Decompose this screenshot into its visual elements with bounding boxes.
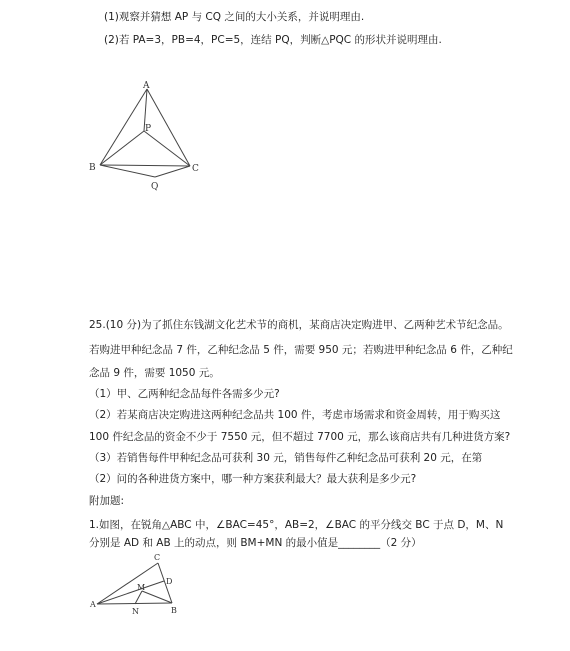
segment-cp bbox=[144, 131, 190, 166]
label-c: C bbox=[192, 164, 199, 174]
label-b: B bbox=[89, 163, 96, 173]
label-q: Q bbox=[151, 182, 159, 192]
q25-line3: 念品 9 件，需要 1050 元。 bbox=[89, 367, 220, 379]
q25-line7: （3）若销售每件甲种纪念品可获利 30 元，销售每件乙种纪念品可获利 20 元，在第 bbox=[89, 452, 483, 464]
label-b: B bbox=[171, 606, 177, 615]
q24-part1: (1)观察并猜想 AP 与 CQ 之间的大小关系，并说明理由. bbox=[104, 11, 365, 23]
q25-line8: （2）问的各种进货方案中，哪一种方案获利最大？最大获利是多少元? bbox=[89, 473, 417, 485]
segment-ac bbox=[97, 563, 158, 604]
segment-bp bbox=[100, 131, 144, 165]
label-m: M bbox=[137, 583, 146, 592]
q25-line1: 25.(10 分)为了抓住东钱湖文化艺术节的商机，某商店决定购进甲、乙两种艺术节纪念品。 bbox=[89, 319, 509, 331]
segment-ab bbox=[97, 603, 172, 604]
q24-part2: (2)若 PA=3，PB=4，PC=5，连结 PQ，判断△PQC 的形状并说明理由. bbox=[104, 34, 442, 46]
segment-mn bbox=[135, 591, 142, 604]
segment-ad bbox=[97, 581, 164, 604]
label-c: C bbox=[154, 553, 161, 562]
bonus-figure bbox=[88, 550, 188, 620]
q25-line2: 若购进甲种纪念品 7 件，乙种纪念品 5 件，需要 950 元；若购进甲种纪念品 6 件，乙种纪 bbox=[89, 344, 513, 356]
q25-line4: （1）甲、乙两种纪念品每件各需多少元? bbox=[89, 388, 280, 400]
label-a: A bbox=[143, 81, 150, 91]
segment-bm bbox=[142, 591, 172, 603]
label-p: P bbox=[145, 124, 152, 134]
segment-ab bbox=[100, 89, 147, 165]
q25-line6: 100 件纪念品的资金不少于 7550 元，但不超过 7700 元，那么该商店共有几种进货方案? bbox=[89, 431, 511, 443]
label-d: D bbox=[166, 577, 173, 586]
segment-ac bbox=[147, 89, 190, 166]
segment-bc bbox=[100, 165, 190, 166]
q24-figure bbox=[85, 78, 215, 193]
segment-bq bbox=[100, 165, 155, 177]
label-n: N bbox=[132, 607, 139, 616]
segment-cq bbox=[155, 166, 190, 177]
bonus-line2: 分别是 AD 和 AB 上的动点，则 BM+MN 的最小值是________（2 分） bbox=[89, 537, 422, 549]
label-a: A bbox=[90, 600, 96, 609]
q25-line5: （2）若某商店决定购进这两种纪念品共 100 件，考虑市场需求和资金周转，用于购买这 bbox=[89, 409, 501, 421]
bonus-line1: 1.如图，在锐角△ABC 中，∠BAC=45°，AB=2，∠BAC 的平分线交 BC 于点 D，M、N bbox=[89, 519, 504, 531]
bonus-title: 附加题: bbox=[89, 495, 125, 507]
